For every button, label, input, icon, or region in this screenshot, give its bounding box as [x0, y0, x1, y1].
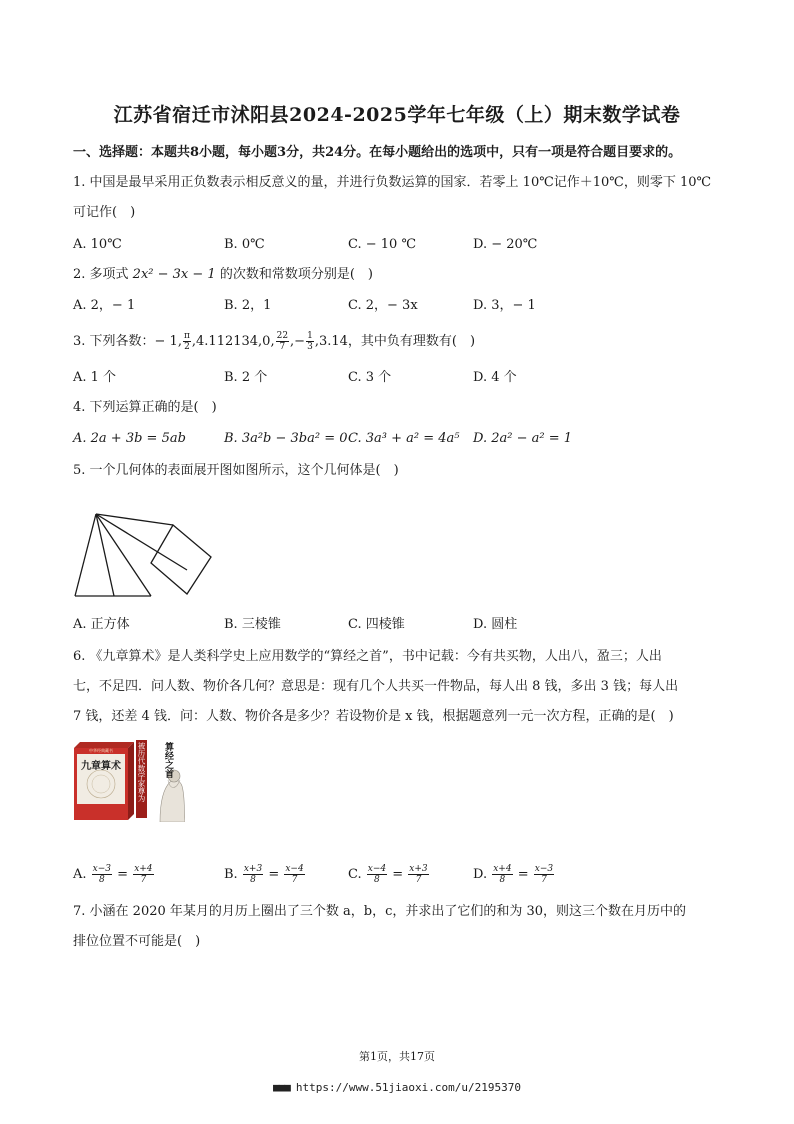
q6-option-d: D. $\frac{x+4}{8}$ = $\frac{x-3}{7}$	[473, 864, 554, 885]
q6-c-right-fraction: $\frac{x+3}{7}$	[409, 864, 428, 885]
book-banner-text: 被历代数学家尊为	[137, 742, 146, 802]
source-url: https://www.51jiaoxi.com/u/2195370	[295, 1081, 522, 1094]
q2-prefix: 2. 多项式	[73, 267, 133, 282]
q2-option-a: A. 2，− 1	[73, 298, 136, 313]
q6-stem-line1: 6. 《九章算术》是人类科学史上应用数学的“算经之首”，书中记载：今有共买物，人出八，盈三；人出	[73, 649, 662, 664]
q3-fraction-pi-over-2: $\frac{\pi}{2}$	[183, 331, 190, 352]
q3-option-d: D. 4 个	[473, 370, 517, 385]
q1-option-a: A. 10℃	[73, 237, 122, 252]
q1-option-d: D. − 20℃	[473, 237, 538, 252]
q1-option-b: B. 0℃	[224, 237, 265, 252]
book-side-calligraphy: 算经之首	[163, 742, 173, 778]
source-watermark	[0, 1081, 794, 1094]
q6-b-left-fraction: $\frac{x+3}{8}$	[243, 864, 263, 885]
q2-stem	[73, 266, 373, 284]
q6-option-a: A. $\frac{x-3}{8}$ = $\frac{x+4}{7}$	[73, 864, 153, 885]
q3-option-b: B. 2 个	[224, 370, 268, 385]
q6-a-right-fraction: $\frac{x+4}{7}$	[134, 864, 153, 885]
q1-stem-line2: 可记作( )	[73, 205, 136, 220]
q2-expression: 2x² − 3x − 1	[132, 267, 216, 282]
pyramid-net-figure	[70, 508, 220, 600]
q4-option-c: C. 3a³ + a² = 4a⁵	[348, 431, 460, 446]
q5-stem: 5. 一个几何体的表面展开图如图所示，这个几何体是( )	[73, 463, 399, 478]
q5-option-d: D. 圆柱	[473, 617, 518, 632]
q2-suffix: 的次数和常数项分别是( )	[215, 267, 373, 282]
page-footer: 第1页，共17页	[359, 1050, 435, 1063]
q5-option-c: C. 四棱锥	[348, 617, 405, 632]
q2-option-c: C. 2，− 3x	[348, 298, 418, 313]
q5-option-b: B. 三棱锥	[224, 617, 281, 632]
q1-option-c: C. − 10 ℃	[348, 237, 416, 252]
q3-option-a: A. 1 个	[73, 370, 117, 385]
book-image	[72, 738, 185, 822]
q3-fraction-22-over-7: $\frac{22}{7}$	[276, 331, 289, 352]
q6-d-left-fraction: $\frac{x+4}{8}$	[493, 864, 512, 885]
q4-option-a: A. 2a + 3b = 5ab	[73, 431, 186, 446]
page-title: 江苏省宿迁市沭阳县2024-2025学年七年级（上）期末数学试卷	[113, 104, 681, 126]
q3-option-c: C. 3 个	[348, 370, 392, 385]
q6-b-right-fraction: $\frac{x-4}{7}$	[285, 864, 304, 885]
q3-prefix: 3. 下列各数：− 1,	[73, 334, 182, 349]
q3-mid1: ,4.112134,0,	[191, 334, 275, 349]
section-heading: 一、选择题：本题共8小题，每小题3分，共24分。在每小题给出的选项中，只有一项是符合题目要求的。	[73, 145, 682, 160]
q1-stem-line1: 1. 中国是最早采用正负数表示相反意义的量，并进行负数运算的国家．若零上 10℃记作＋10℃，则零下 10℃	[73, 175, 712, 190]
q6-c-left-fraction: $\frac{x-4}{8}$	[367, 864, 387, 885]
q4-option-d: D. 2a² − a² = 1	[473, 431, 573, 446]
q4-option-b: B. 3a²b − 3ba² = 0	[224, 431, 348, 446]
q4-stem: 4. 下列运算正确的是( )	[73, 400, 217, 415]
q6-option-b: B. $\frac{x+3}{8}$ = $\frac{x-4}{7}$	[224, 864, 304, 885]
q6-d-right-fraction: $\frac{x-3}{7}$	[534, 864, 554, 885]
q2-option-d: D. 3，− 1	[473, 298, 536, 313]
q5-option-a: A. 正方体	[73, 617, 130, 632]
q7-stem-line1: 7. 小涵在 2020 年某月的月历上圈出了三个数 a，b，c，并求出了它们的和为 30，则这三个数在月历中的	[73, 904, 687, 919]
q6-stem-line2: 七，不足四．问人数、物价各几何？意思是：现有几个人共买一件物品，每人出 8 钱，多出 3 钱；每人出	[73, 679, 679, 694]
q3-suffix: ,3.14，其中负有理数有( )	[314, 334, 476, 349]
book-cover-illustration	[72, 738, 185, 822]
watermark-prefix: ■■■	[272, 1081, 290, 1094]
book-cover-title: 九章算术	[81, 761, 121, 772]
book-top-text: 中华经典藏书	[89, 748, 113, 753]
q6-stem-line3: 7 钱，还差 4 钱．问：人数、物价各是多少？若设物价是 x 钱，根据题意列一元一次方程，正确的是( )	[73, 709, 674, 724]
q7-stem-line2: 排位位置不可能是( )	[73, 934, 201, 949]
q6-a-left-fraction: $\frac{x-3}{8}$	[92, 864, 111, 885]
q2-option-b: B. 2，1	[224, 298, 272, 313]
q3-stem	[73, 331, 475, 352]
q3-fraction-1-over-3: $\frac{1}{3}$	[307, 331, 313, 352]
q3-mid2: ,−	[290, 334, 306, 349]
q6-option-c: C. $\frac{x-4}{8}$ = $\frac{x+3}{7}$	[348, 864, 428, 885]
